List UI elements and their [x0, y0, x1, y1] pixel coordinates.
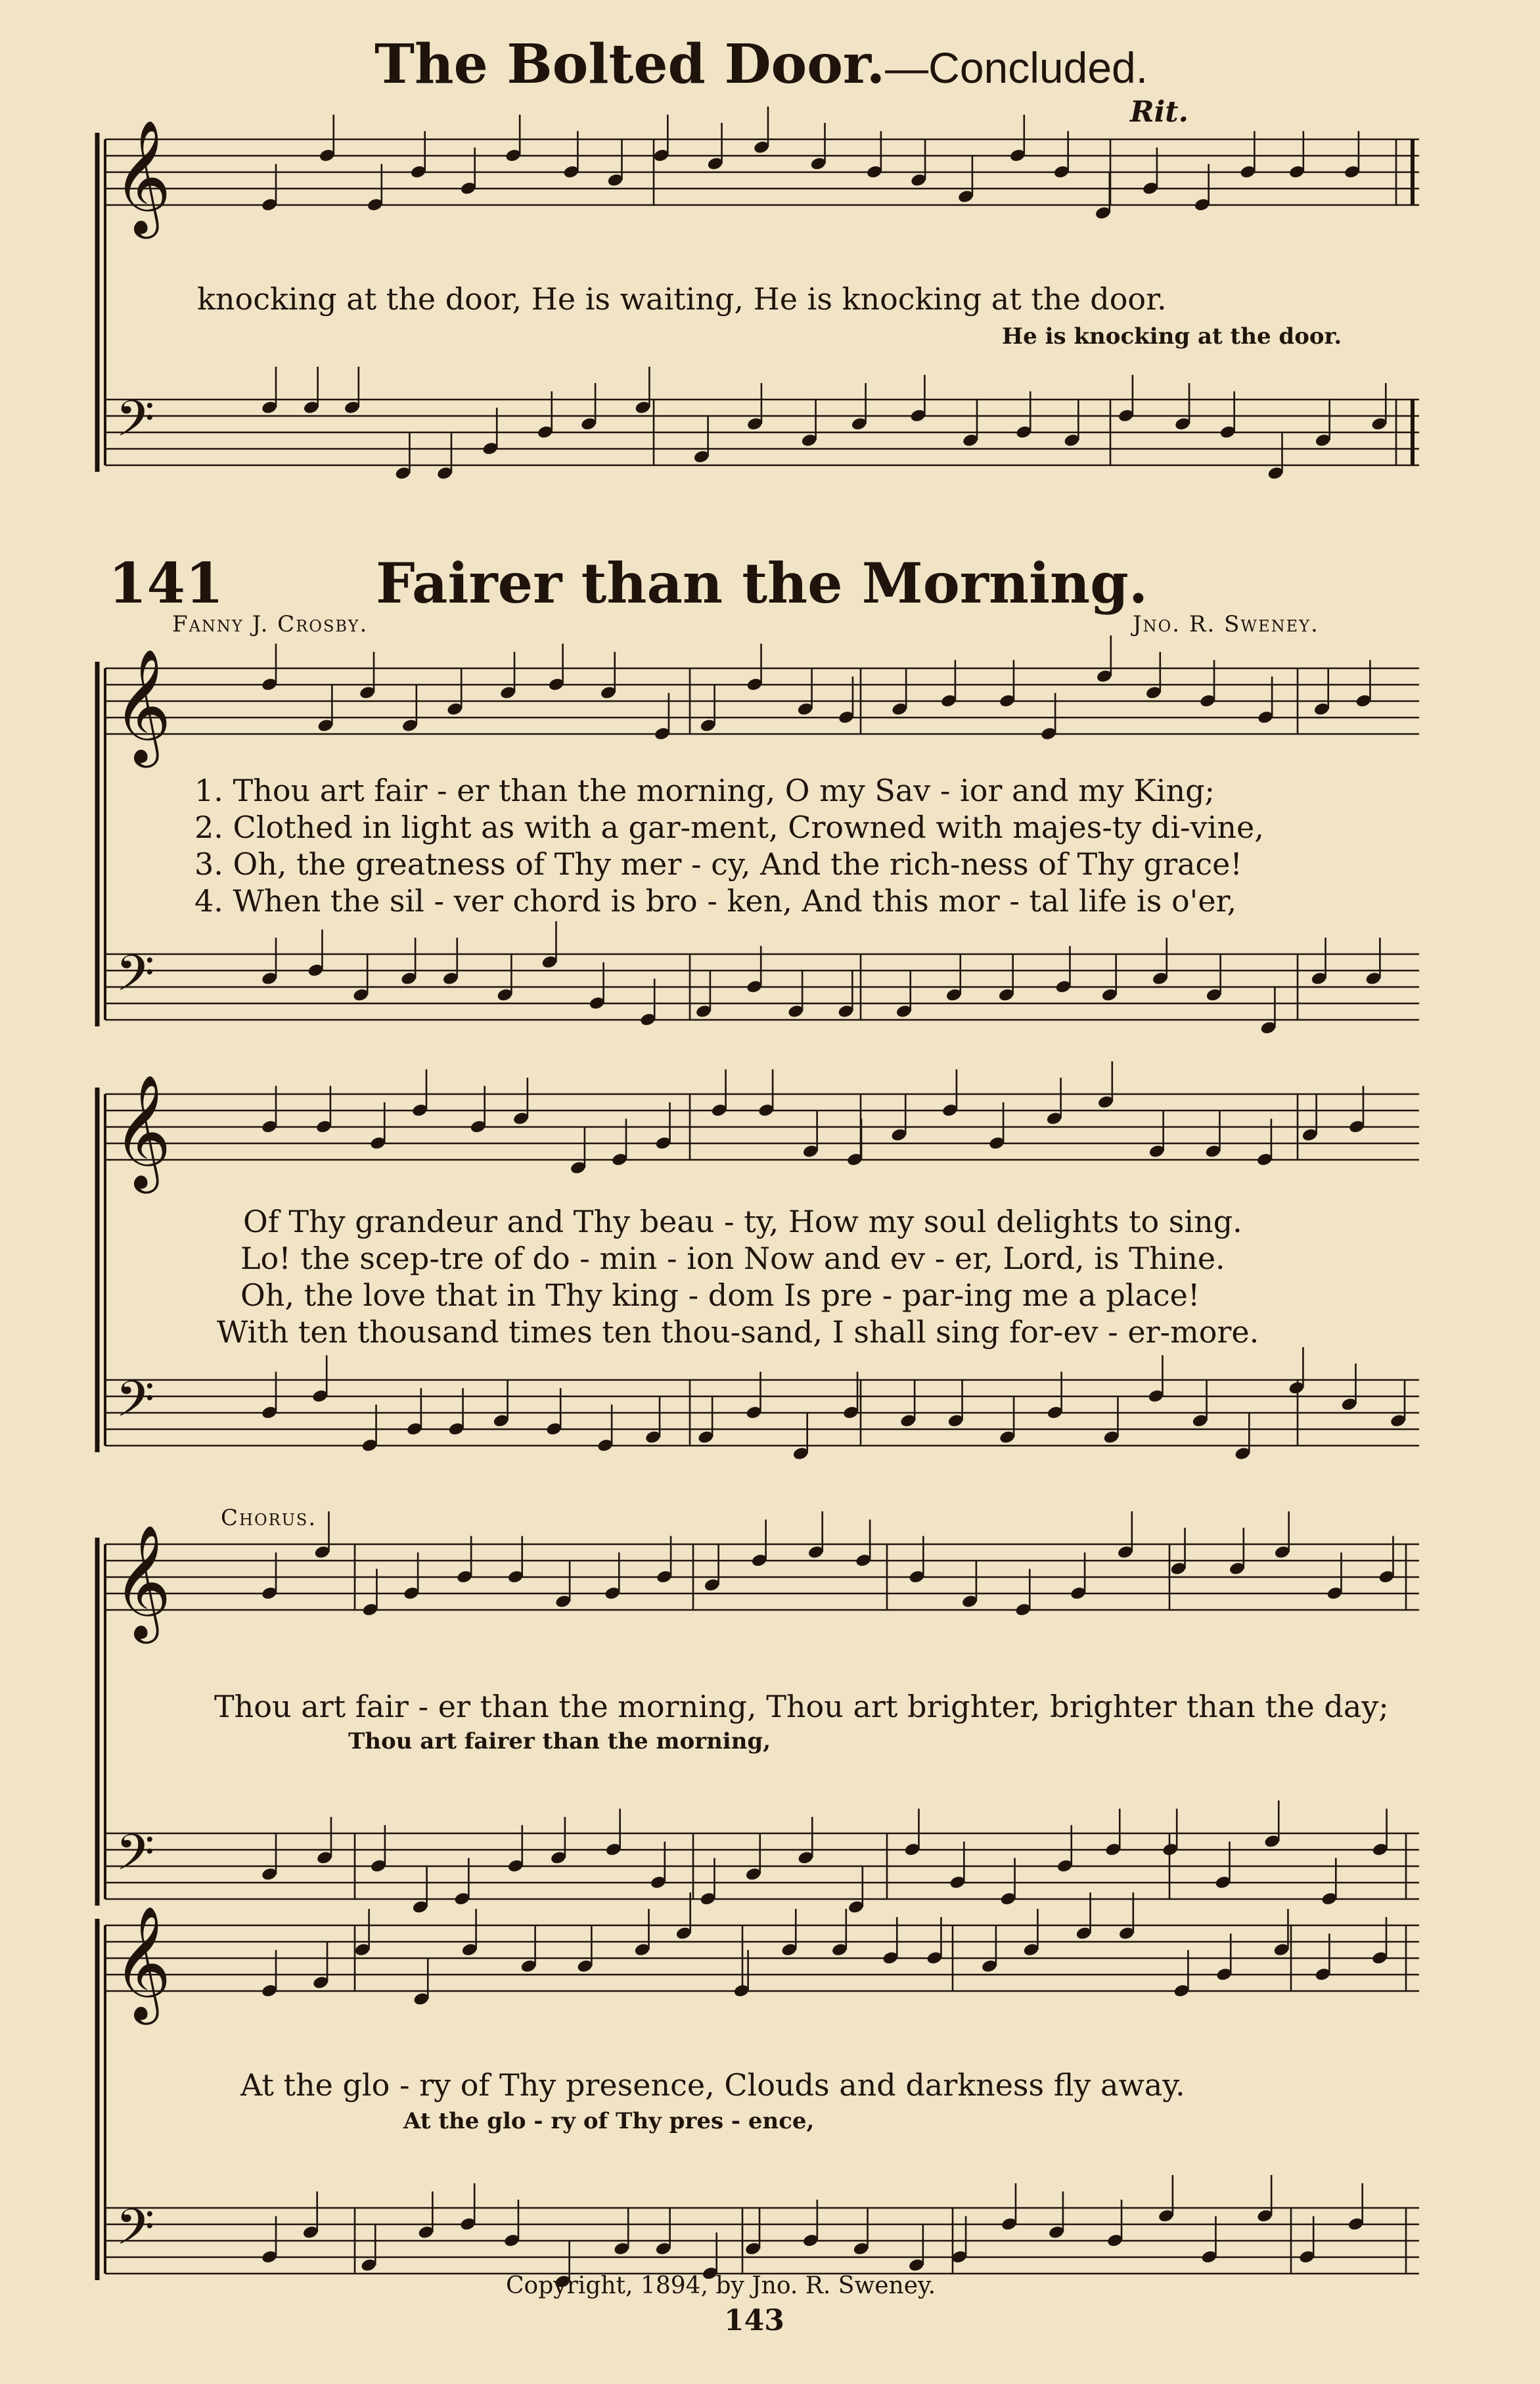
treble-clef-icon: 𝄞 — [113, 1524, 171, 1639]
treble-clef-icon: 𝄞 — [113, 120, 171, 234]
chorus-line-1: Thou art fair - er than the morning, Thou art brighter, brighter than the day; — [214, 1689, 1389, 1724]
chorus-line-2-echo: At the glo - ry of Thy pres - ence, — [403, 2108, 815, 2134]
bass-clef-icon: 𝄢 — [116, 1370, 155, 1440]
bass-clef-icon: 𝄢 — [116, 390, 155, 460]
bass-clef-icon: 𝄢 — [116, 944, 155, 1015]
verse-1-line-1: 1. Thou art fair - er than the morning, O my Sav - ior and my King; — [194, 773, 1215, 808]
verse-1-line-2: Of Thy grandeur and Thy beau - ty, How my soul delights to sing. — [243, 1204, 1242, 1239]
hymn-number: 141 — [108, 551, 224, 616]
treble-clef-icon: 𝄞 — [113, 649, 171, 763]
verse-4-line-2: With ten thousand times ten thou-sand, I shall sing for-ev - er-more. — [217, 1314, 1259, 1350]
hymn-composer: Jno. R. Sweney. — [1133, 611, 1319, 637]
treble-clef-icon: 𝄞 — [113, 1074, 171, 1189]
chorus-line-1-echo: Thou art fairer than the morning, — [348, 1728, 771, 1754]
page-number: 143 — [724, 2304, 784, 2337]
treble-clef-icon: 𝄞 — [113, 1906, 171, 2020]
verse-3-line-2: Oh, the love that in Thy king - dom Is pre - par-ing me a place! — [240, 1277, 1200, 1313]
song-title: The Bolted Door. — [374, 33, 886, 96]
copyright: Copyright, 1894, by Jno. R. Sweney. — [506, 2272, 936, 2299]
bolted-door-echo-lyric: He is knocking at the door. — [1002, 323, 1342, 350]
chorus-line-2: At the glo - ry of Thy presence, Clouds and darkness fly away. — [240, 2067, 1185, 2103]
tempo-mark: Rit. — [1130, 95, 1189, 129]
hymn-author: Fanny J. Crosby. — [172, 611, 369, 637]
verse-2-line-1: 2. Clothed in light as with a gar-ment, Crowned with majes-ty di-vine, — [194, 810, 1264, 845]
hymn-title: Fairer than the Morning. — [376, 551, 1148, 616]
verse-4-line-1: 4. When the sil - ver chord is bro - ken, And this mor - tal life is o'er, — [194, 883, 1237, 919]
chorus-label: Chorus. — [221, 1505, 317, 1531]
concluded-label: —Concluded. — [885, 43, 1148, 92]
bass-clef-icon: 𝄢 — [116, 1823, 155, 1894]
bolted-door-lyric: knocking at the door, He is waiting, He is knocking at the door. — [197, 281, 1167, 317]
verse-2-line-2: Lo! the scep-tre of do - min - ion Now and ev - er, Lord, is Thine. — [240, 1241, 1225, 1276]
bass-clef-icon: 𝄢 — [116, 2198, 155, 2268]
verse-3-line-1: 3. Oh, the greatness of Thy mer - cy, And the rich-ness of Thy grace! — [194, 846, 1242, 882]
